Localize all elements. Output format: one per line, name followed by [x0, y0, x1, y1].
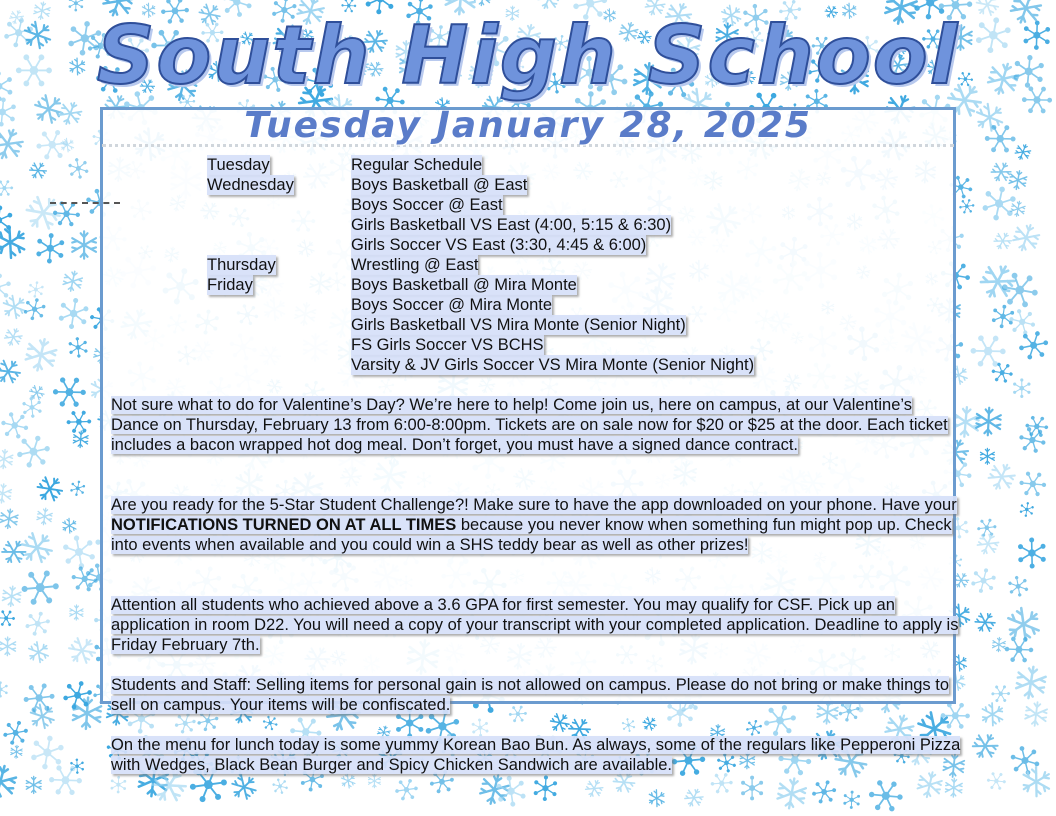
snowflake-icon [65, 155, 92, 182]
challenge-text [111, 496, 957, 554]
snowflake-icon [865, 774, 908, 816]
schedule-event: Varsity & JV Girls Soccer VS Mira Monte (Senior Night) [351, 356, 755, 374]
snowflake-icon [970, 566, 997, 595]
snowflake-icon [1017, 763, 1055, 800]
snowflake-icon [10, 745, 22, 759]
selling-text: Students and Staff: Selling items for personal gain is not allowed on campus. Please do not bring or make things to sell on campus. Your items will be confiscated. [111, 676, 950, 714]
snowflake-icon [981, 184, 1017, 223]
snowflake-icon [1011, 221, 1041, 254]
snowflake-icon [966, 329, 1009, 374]
snowflake-icon [72, 231, 96, 258]
snowflake-icon [60, 516, 79, 535]
snowflake-icon [958, 197, 976, 216]
schedule-event: Boys Basketball @ Mira Monte [351, 276, 577, 294]
snowflake-icon [0, 637, 16, 656]
snowflake-icon [981, 448, 995, 464]
schedule-day: Tuesday [207, 156, 270, 174]
challenge-text-part1: Are you ready for the 5-Star Student Challenge?! Make sure to have the app downloaded on your phone. Have your [111, 496, 957, 514]
snowflake-icon [1008, 169, 1027, 190]
snowflake-icon [58, 296, 89, 330]
snowflake-icon [1006, 742, 1044, 780]
snowflake-icon [975, 530, 1000, 557]
lunch-menu-announcement [111, 735, 963, 775]
snowflake-icon [18, 565, 62, 611]
challenge-text-bold: NOTIFICATIONS TURNED ON AT ALL TIMES [111, 516, 457, 534]
snowflake-icon [70, 480, 86, 497]
snowflake-icon [72, 697, 101, 730]
snowflake-icon [0, 408, 32, 443]
snowflake-icon [36, 507, 52, 525]
snowflake-icon [584, 777, 605, 799]
snowflake-icon [2, 718, 30, 748]
schedule-day: Wednesday [207, 176, 294, 194]
snowflake-icon [474, 0, 492, 7]
snowflake-icon [1023, 412, 1051, 441]
snowflake-icon [65, 633, 99, 668]
snowflake-icon [0, 537, 28, 568]
snowflake-icon [1010, 200, 1026, 217]
schedule-day: Friday [207, 276, 253, 294]
schedule-event: Girls Basketball VS East (4:00, 5:15 & 6:30) [351, 216, 672, 234]
snowflake-icon [17, 528, 57, 568]
dashed-line-decoration [50, 202, 120, 204]
snowflake-icon [776, 776, 807, 810]
snowflake-icon [978, 700, 1008, 729]
schedule-event: Boys Basketball @ East [351, 176, 528, 194]
snowflake-icon [70, 605, 83, 620]
snowflake-icon [49, 371, 90, 413]
snowflake-icon [65, 335, 91, 361]
school-name-title: South High School [96, 9, 960, 102]
five-star-challenge-announcement [111, 495, 963, 555]
snowflake-icon [1001, 631, 1036, 667]
date-heading: Tuesday January 28, 2025 [244, 105, 812, 146]
snowflake-icon [0, 177, 15, 199]
snowflake-icon [0, 483, 12, 504]
snowflake-icon [1015, 665, 1047, 701]
snowflake-icon [619, 716, 637, 734]
snowflake-icon [57, 531, 100, 574]
snowflake-icon [970, 730, 1001, 762]
schedule-day: Thursday [207, 256, 276, 274]
selling-policy-announcement [111, 675, 963, 715]
snowflake-icon [62, 270, 83, 293]
snowflake-icon [683, 786, 705, 809]
snowflake-icon [1017, 328, 1050, 363]
snowflake-icon [111, 776, 126, 793]
snowflake-icon [991, 304, 1014, 329]
snowflake-icon [534, 775, 557, 801]
snowflake-icon [73, 431, 88, 448]
schedule-event: Girls Soccer VS East (3:30, 4:45 & 6:00) [351, 236, 647, 254]
snowflake-icon [261, 713, 280, 732]
snowflake-icon [24, 609, 51, 638]
snowflake-icon [28, 281, 44, 299]
snowflake-icon [27, 160, 48, 182]
snowflake-icon [270, 776, 290, 796]
snowflake-icon [810, 777, 838, 806]
snowflake-icon [15, 432, 52, 471]
snowflake-icon [393, 776, 419, 804]
snowflake-icon [1024, 701, 1047, 727]
snowflake-icon [26, 776, 41, 793]
snowflake-icon [1012, 534, 1051, 572]
snowflake-icon [1005, 573, 1032, 600]
snowflake-icon [0, 762, 18, 801]
csf-text: Attention all students who achieved above a 3.6 GPA for first semester. You may qualify for CSF. Pick up an application in room D22. You will need a copy of your transcript with your completed application. Deadline to apply is Friday February 7th. [111, 596, 959, 654]
csf-announcement [111, 595, 963, 655]
snowflake-icon [1015, 423, 1049, 457]
snowflake-icon [992, 230, 1014, 252]
snowflake-icon [992, 637, 1005, 652]
valentines-text: Not sure what to do for Valentine’s Day? We’re here to help! Come join us, here on campus, at our Valentine’s Dance on Thursday, February 13 from 6:00-8:00pm. Tickets are on sale now for $20 or $25 at the door. Each ticket includes a bacon wrapped hot dog meal. Don’t forget, you must have a signed dance contract. [111, 396, 948, 454]
snowflake-icon [989, 682, 1012, 705]
snowflake-icon [0, 508, 19, 529]
snowflake-icon [228, 771, 260, 803]
schedule-event: Girls Basketball VS Mira Monte (Senior Night) [351, 316, 686, 334]
snowflake-icon [36, 233, 64, 264]
challenge-text-part2: because you never know when something fun might pop up. Check into events when available and you could win a SHS teddy bear as well as other prizes! [111, 516, 952, 554]
snowflake-icon [25, 639, 52, 666]
snowflake-icon [0, 607, 17, 629]
snowflake-icon [0, 356, 24, 387]
snowflake-icon [976, 407, 1001, 436]
snowflake-icon [986, 460, 1018, 493]
snowflake-icon [1019, 501, 1034, 517]
schedule-event: Wrestling @ East [351, 256, 479, 274]
snowflake-icon [45, 759, 86, 801]
snowflake-icon [24, 336, 58, 373]
snowflake-icon [23, 296, 47, 322]
snowflake-icon [0, 449, 13, 470]
snowflake-icon [2, 585, 21, 607]
snowflake-icon [972, 609, 997, 635]
snowflake-icon [741, 776, 762, 800]
snowflake-icon [34, 472, 66, 505]
valentines-dance-announcement [111, 395, 963, 455]
schedule-event: Regular Schedule [351, 156, 483, 174]
snowflake-icon [1016, 467, 1050, 501]
snowflake-icon [368, 774, 380, 788]
schedule-event: Boys Soccer @ East [351, 196, 503, 214]
schedule-event: Boys Soccer @ Mira Monte [351, 296, 553, 314]
snowflake-icon [641, 715, 659, 733]
snowflake-icon [646, 788, 668, 809]
snowflake-icon [26, 700, 58, 732]
snowflake-icon [3, 326, 24, 348]
snowflake-icon [1013, 379, 1030, 398]
snowflake-icon [977, 260, 1018, 303]
snowflake-icon [0, 682, 7, 698]
snowflake-icon [843, 791, 860, 809]
lunch-text: On the menu for lunch today is some yummy Korean Bao Bun. As always, some of the regulars like Pepperoni Pizza with Wedges, Black Bean Burger and Spicy Chicken Sandwich are available. [111, 736, 961, 774]
snowflake-icon [945, 778, 962, 798]
snowflake-icon [0, 222, 31, 262]
snowflake-icon [985, 769, 1009, 793]
schedule-event: FS Girls Soccer VS BCHS [351, 336, 544, 354]
